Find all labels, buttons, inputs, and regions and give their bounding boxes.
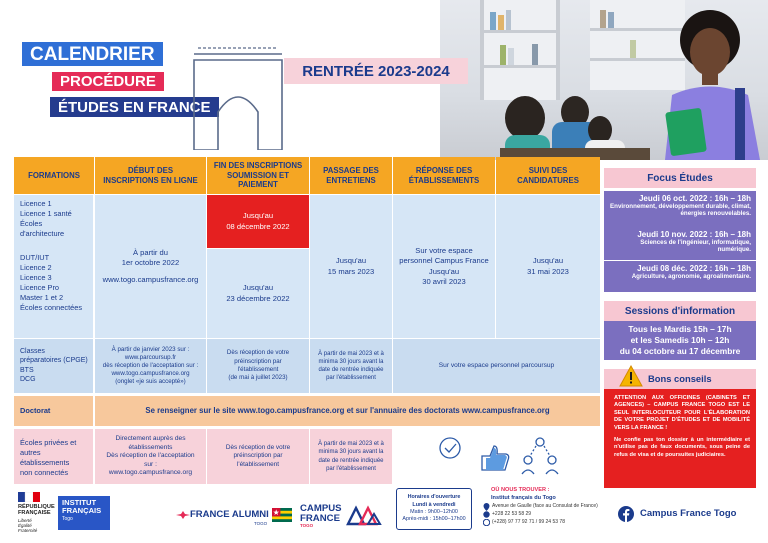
sessions-line: du 04 octobre au 17 décembre (619, 345, 741, 356)
debut-text: À partir du (132, 248, 169, 258)
devise-line: Égalité (18, 523, 32, 529)
rentree-badge: RENTRÉE 2023-2024 (284, 58, 468, 84)
facebook-icon[interactable] (618, 506, 634, 522)
debut-text: établissements (128, 443, 173, 451)
row2-passage (310, 339, 392, 393)
fin-b-date: 23 décembre 2022 (226, 293, 290, 303)
focus-date: Jeudi 06 oct. 2022 : 16h – 18h (638, 194, 751, 203)
row4-formations (14, 429, 93, 484)
reponse-text: Sur votre espace (415, 246, 473, 255)
fin-text: l'établissement (237, 366, 279, 373)
focus-item (604, 261, 756, 292)
alumni-star-icon (176, 511, 190, 519)
row1-formations (14, 195, 93, 338)
phone-icon (483, 511, 490, 518)
row4-passage (310, 429, 392, 484)
suivi-text: Jusqu'au (532, 256, 564, 266)
focus-item (604, 191, 756, 227)
marianne-logo (18, 492, 40, 502)
row1-passage (310, 195, 392, 338)
location-pin-icon (483, 503, 490, 511)
row1-fin-b (207, 249, 309, 338)
passage-text: par l'établissement (326, 465, 376, 472)
focus-subject: Environnement, développement durable, climat, énergies renouvelables. (610, 203, 751, 218)
whatsapp-icon (483, 519, 490, 526)
warning-icon (619, 365, 643, 387)
row2-reponse: Sur votre espace personnel parcoursup (393, 339, 600, 393)
institut-line: INSTITUT (62, 498, 97, 507)
campusfrance-link[interactable]: www.togo.campusfrance.org (111, 370, 190, 378)
debut-text: À partir de janvier 2023 sur : (111, 345, 190, 353)
debut-text: Dès réception de l'acceptation (106, 452, 195, 460)
row4-fin (207, 429, 309, 484)
col-header-formations: FORMATIONS (14, 157, 94, 194)
formation-item: autres (20, 447, 41, 457)
campus-sub: TOGO (300, 523, 314, 529)
passage-text: Jusqu'au (335, 256, 367, 266)
focus-title: Focus Études (604, 168, 756, 188)
fin-text: préinscription par (233, 452, 283, 460)
formation-item: Écoles privées et (20, 438, 77, 447)
formation-item: Écoles connectées (20, 302, 83, 312)
trouver-place: Institut français du Togo (491, 495, 556, 501)
fin-text: l'établissement (236, 460, 280, 468)
row1-suivi (496, 195, 600, 338)
institut-sub: Togo (62, 515, 73, 522)
debut-text: Directement auprès des (115, 435, 186, 443)
formation-item: préparatoires (CPGE) (20, 357, 88, 365)
row2-fin (207, 339, 309, 393)
trouver-title: OÙ NOUS TROUVER : (491, 487, 550, 493)
sessions-line: et les Samedis 10h – 12h (630, 335, 730, 346)
formation-item: DCG (20, 376, 36, 384)
france-alumni-sub: TOGO (254, 521, 268, 526)
col-header-passage: PASSAGE DES ENTRETIENS (310, 157, 392, 194)
fin-a-text: Jusqu'au (242, 211, 274, 221)
row1-reponse (393, 195, 495, 338)
col-header-suivi: SUIVI DES CANDIDATURES (496, 157, 600, 194)
formation-item: Écoles (20, 218, 43, 228)
students-photo (440, 0, 768, 160)
fin-a-date: 08 décembre 2022 (226, 221, 290, 231)
focus-subject: Sciences de l'ingénieur, informatique, numérique. (640, 239, 751, 254)
formation-item: Licence 2 (20, 262, 52, 272)
devise-line: Fraternité (18, 528, 38, 534)
formation-item: établissements (20, 457, 70, 467)
col-header-debut: DÉBUT DES INSCRIPTIONS EN LIGNE (95, 157, 206, 194)
passage-text: par l'établissement (326, 375, 376, 382)
formation-item: Master 1 et 2 (20, 292, 64, 302)
formation-item: Licence 1 (20, 199, 52, 208)
formation-item: BTS (20, 366, 34, 374)
debut-link[interactable]: www.togo.campusfrance.org (102, 274, 199, 284)
formation-item: DUT/IUT (20, 252, 50, 262)
facebook-label[interactable]: Campus France Togo (640, 508, 737, 519)
row3-doctorat-text: Se renseigner sur le site www.togo.campusfrance.org et sur l'annuaire des doctorats www.campusfrance.org (95, 396, 600, 426)
fin-b-text: Jusqu'au (242, 283, 274, 293)
passage-text: À partir de mai 2023 et à (318, 350, 384, 357)
debut-text: sur : (144, 460, 157, 468)
passage-text: date de rentrée indiquée (318, 457, 384, 464)
row2-debut (95, 339, 206, 393)
sessions-title: Sessions d'information (604, 301, 756, 321)
passage-date: 15 mars 2023 (327, 266, 375, 276)
campus-line: FRANCE (300, 513, 340, 525)
passage-text: minima 30 jours avant la (318, 358, 384, 365)
republique-text (18, 504, 55, 533)
conseils-title: Bons conseils (648, 373, 712, 384)
formation-item: Licence 3 (20, 272, 52, 282)
france-alumni-logo[interactable]: FRANCE ALUMNI (190, 509, 269, 520)
reponse-text: personnel Campus France (399, 256, 489, 266)
campus-line: CAMPUS (300, 503, 342, 514)
trouver-tel1[interactable]: +228 22 53 58 29 (492, 511, 532, 517)
reponse-text: Jusqu'au (428, 266, 460, 276)
debut-text: (onglet «je suis accepté») (115, 378, 186, 386)
decorative-icons (420, 430, 590, 482)
passage-text: minima 30 jours avant la (318, 449, 384, 456)
trouver-tel2[interactable]: (+228) 97 77 92 71 / 99 24 53 78 (492, 519, 565, 525)
debut-date: 1er octobre 2022 (121, 258, 180, 268)
title-calendrier: CALENDRIER (22, 42, 163, 66)
formation-item: Licence 1 santé (20, 208, 72, 218)
horaires-days: Lundi à vendredi (412, 501, 456, 508)
parcoursup-link[interactable]: www.parcoursup.fr (124, 353, 177, 361)
row4-debut (95, 429, 206, 484)
conseils-advice: Ne confie pas ton dossier à un intermédiaire et n'utilise pas de faux documents, sous peine de refus de visa et de poursuites judiciaires. (614, 437, 750, 458)
republique-line: FRANÇAISE (18, 510, 51, 517)
passage-text: À partir de mai 2023 et à (318, 441, 384, 448)
sessions-line: Tous les Mardis 15h – 17h (628, 324, 732, 335)
horaires-matin: Matin : 9h00–12h00 (410, 509, 458, 515)
republique-line: RÉPUBLIQUE (18, 504, 55, 510)
row2-formations (14, 339, 93, 393)
fin-text: (de mai à juillet 2023) (228, 374, 288, 382)
campusfrance-link[interactable]: www.togo.campusfrance.org (108, 469, 193, 477)
title-procedure: PROCÉDURE (52, 72, 164, 91)
focus-subject: Agriculture, agronomie, agroalimentaire. (631, 273, 751, 280)
focus-date: Jeudi 10 nov. 2022 : 16h – 18h (637, 230, 751, 239)
campus-france-logo[interactable] (300, 504, 342, 529)
arc-de-triomphe-icon (188, 42, 288, 150)
horaires-apres: Après-midi : 15h00–17h00 (402, 516, 466, 523)
students-illustration (440, 0, 768, 160)
debut-text: dès réception de l'acceptation sur : (102, 361, 199, 369)
horaires-title: Horaires d'ouverture (407, 494, 461, 501)
formation-item: d'architecture (20, 228, 65, 238)
formation-item: Licence Pro (20, 282, 60, 292)
focus-item (604, 227, 756, 260)
institut-francais-logo[interactable] (58, 496, 110, 530)
formation-item: Classes (20, 348, 45, 355)
row1-fin-a (207, 195, 309, 248)
devise-line: Liberté (18, 517, 32, 523)
trouver-adresse: Avenue de Gaulle (face au Consulat de France) (492, 503, 598, 509)
fin-text: Dès réception de votre (226, 349, 290, 357)
conseils-box (604, 389, 756, 488)
suivi-date: 31 mai 2023 (527, 266, 569, 276)
conseils-warning: ATTENTION AUX OFFICINES (CABINETS ET AGENCES) – CAMPUS FRANCE TOGO EST LE SEUL INTERLOCUTEUR POUR L'ÉLABORATION DE VOTRE PROJET D'ÉTUDES ET DE MOBILITÉ VERS LA FRANCE ! (614, 395, 750, 431)
fin-text: Dès réception de votre (225, 443, 291, 451)
col-header-fin: FIN DES INSCRIPTIONS SOUMISSION ET PAIEMENT (207, 157, 309, 194)
fin-text: préinscription par (234, 357, 282, 365)
horaires-box (396, 488, 472, 530)
campus-france-mark-icon (346, 504, 382, 526)
sessions-box (604, 321, 756, 360)
focus-date: Jeudi 08 déc. 2022 : 16h – 18h (637, 264, 751, 273)
row3-doctorat-label: Doctorat (14, 396, 93, 426)
col-header-reponse: RÉPONSE DES ÉTABLISSEMENTS (393, 157, 495, 194)
title-etudes-en-france: ÉTUDES EN FRANCE (50, 97, 219, 117)
togo-flag-icon (272, 508, 292, 522)
row1-debut (95, 195, 206, 338)
institut-line: FRANÇAIS (62, 505, 102, 515)
passage-text: date de rentrée indiquée (318, 367, 384, 373)
reponse-date: 30 avril 2023 (422, 276, 466, 286)
formation-item: non connectés (20, 467, 69, 477)
